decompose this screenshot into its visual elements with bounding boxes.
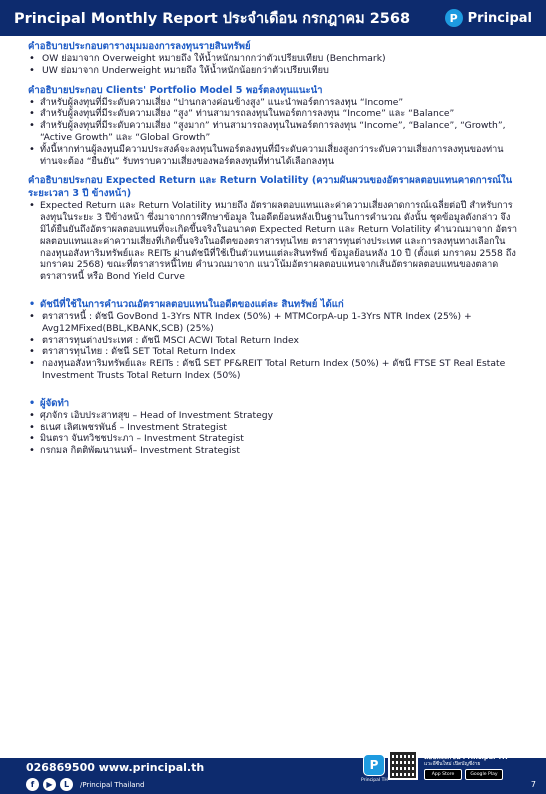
list-item: • สำหรับผู้ลงทุนที่มีระดับความเสี่ยง “สูง” ท่านสามารถลงทุนในพอร์ตการลงทุน “Income” และ “Balance” (28, 108, 522, 120)
facebook-icon[interactable]: f (26, 778, 39, 791)
section-title: คำอธิบายประกอบ Expected Return และ Return Volatility (ความผันผวนของอัตราผลตอบแทนคาดการณ์ในระยะเวลา 3 ปี ข้างหน้า) (28, 175, 513, 200)
list-item: • กองทุนอสังหาริมทรัพย์และ REITs : ดัชนี SET PF&REIT Total Return Index (50%) + ดัชนี FTSE ST Real Estate Investment Trusts Total Return Index (50%) (28, 358, 522, 382)
app-promo-subtitle: แวะอีซีนใหม่ เปิดบัญชีง่าย (424, 761, 481, 767)
google-play-badge[interactable]: Google Play (465, 769, 503, 780)
brand-logo (445, 9, 532, 27)
bullet-list (28, 97, 522, 168)
qr-code-icon (388, 750, 418, 780)
app-store-badge[interactable]: App Store (424, 769, 462, 780)
list-item: • กรกมล กิตติพัฒนานนท์– Investment Strategist (28, 445, 522, 457)
section-expected-return-notes (28, 174, 522, 283)
youtube-icon[interactable]: ▶ (43, 778, 56, 791)
section-index-notes (28, 298, 522, 382)
section-portfolio-model-notes (28, 84, 522, 168)
app-promo-title: แอปพลิเคชัน Principal TH (424, 753, 508, 761)
bullet-list (28, 53, 522, 77)
list-item: • สำหรับผู้ลงทุนที่มีระดับความเสี่ยง “สูงมาก” ท่านสามารถลงทุนในพอร์ตการลงทุน “Income”, “Balance”, “Growth”, “Active Growth” และ “Global Growth” (28, 120, 522, 144)
report-footer (0, 753, 546, 794)
list-item: • ศุภจักร เอิบประสาทสุข – Head of Investment Strategy (28, 410, 522, 422)
section-title: • ผู้จัดทำ (28, 397, 522, 410)
list-item: • Expected Return และ Return Volatility หมายถึง อัตราผลตอบแทนและค่าความเสี่ยงคาดการณ์เฉลี่ยต่อปี สำหรับการลงทุนในระยะ 3 ปีข้างหน้า ซึ่งมาจากการศึกษาข้อมูล ในอดีตย้อนหลังเป็นฐานในการคำนวณ ดังนั้น ชุดข้อมูลดังกล่าว จึงมิได้ยืนยันถึงอัตราผลตอบแทนที่จะเกิดขึ้นจริงในอนาคต Expected Return และ Return Volatility คำนวณมาจาก อัตราผลตอบแทนและค่าความเสี่ยงที่เกิดขึ้นจริงในอดีตของตราสารทุนไทย ตราสารทุนต่างประเทศ และการลงทุนทางเลือกในกองทุนอสังหาริมทรัพย์และ REITs ผ่านดัชนีที่ใช้เป็นตัวแทนแต่ละสินทรัพย์ ข้อมูลย้อนหลัง 10 ปี (ตั้งแต่ มกราคม 2558 ถึง มกราคม 2568) ขณะที่ตราสารหนี้ไทย คำนวณมาจาก แนวโน้มอัตราผลตอบแทนจากเส้นอัตราผลตอบแทนของตลาดตราสารหนี้ หรือ Bond Yield Curve (28, 200, 522, 283)
principal-app-icon[interactable]: P (363, 754, 385, 776)
principal-logo-icon: P (445, 9, 463, 27)
report-title: Principal Monthly Report ประจำเดือน กรกฎาคม 2568 (14, 10, 411, 27)
section-title: • ดัชนีที่ใช้ในการคำนวณอัตราผลตอบแทนในอดีตของแต่ละ สินทรัพย์ ได้แก่ (28, 298, 522, 311)
section-authors (28, 397, 522, 457)
app-icon-label: Principal TH (361, 778, 388, 783)
bullet-list (28, 410, 522, 457)
section-title: คำอธิบายประกอบ Clients' Portfolio Model 5 พอร์ตลงทุนแนะนำ (28, 84, 323, 96)
list-item: • ตราสารทุนไทย : ดัชนี SET Total Return Index (28, 346, 522, 358)
bullet-list (28, 200, 522, 283)
list-item: • ตราสารทุนต่างประเทศ : ดัชนี MSCI ACWI Total Return Index (28, 335, 522, 347)
page-content (28, 40, 522, 464)
brand-name: Principal (467, 10, 532, 26)
list-item: • OW ย่อมาจาก Overweight หมายถึง ให้น้ำหนักมากกว่าตัวเปรียบเทียบ (Benchmark) (28, 53, 522, 65)
list-item: • มินตรา จันทวิชชประภา – Investment Strategist (28, 433, 522, 445)
bullet-list (28, 311, 522, 382)
page-number: 7 (530, 780, 536, 789)
social-handle: /Principal Thailand (80, 780, 145, 789)
section-title: คำอธิบายประกอบตารางมุมมองการลงทุนรายสินทรัพย์ (28, 41, 251, 52)
line-icon[interactable]: L (60, 778, 73, 791)
contact-info[interactable]: 026869500 www.principal.th (26, 761, 205, 774)
store-badges (424, 769, 503, 780)
report-header (0, 0, 546, 36)
list-item: • ธเนศ เลิศเพชรพันธ์ – Investment Strategist (28, 422, 522, 434)
section-asset-view-notes (28, 40, 522, 77)
list-item: • ทั้งนี้หากท่านผู้ลงทุนมีความประสงค์จะลงทุนในพอร์ตลงทุนที่มีระดับความเสี่ยงสูงกว่าระดับความเสี่ยงการลงทุนของท่าน ท่านจะต้อง “ยืนยัน” รับทราบความเสี่ยงของพอร์ตลงทุนที่ท่านได้เลือกลงทุน (28, 144, 522, 168)
social-links (26, 778, 144, 791)
list-item: • ตราสารหนี้ : ดัชนี GovBond 1-3Yrs NTR Index (50%) + MTMCorpA-up 1-3Yrs NTR Index (25%) + Avg12MFixed(BBL,KBANK,SCB) (25%) (28, 311, 522, 335)
list-item: • สำหรับผู้ลงทุนที่มีระดับความเสี่ยง “ปานกลางค่อนข้างสูง” แนะนำพอร์ตการลงทุน “Income” (28, 97, 522, 109)
list-item: • UW ย่อมาจาก Underweight หมายถึง ให้น้ำหนักน้อยกว่าตัวเปรียบเทียบ (28, 65, 522, 77)
